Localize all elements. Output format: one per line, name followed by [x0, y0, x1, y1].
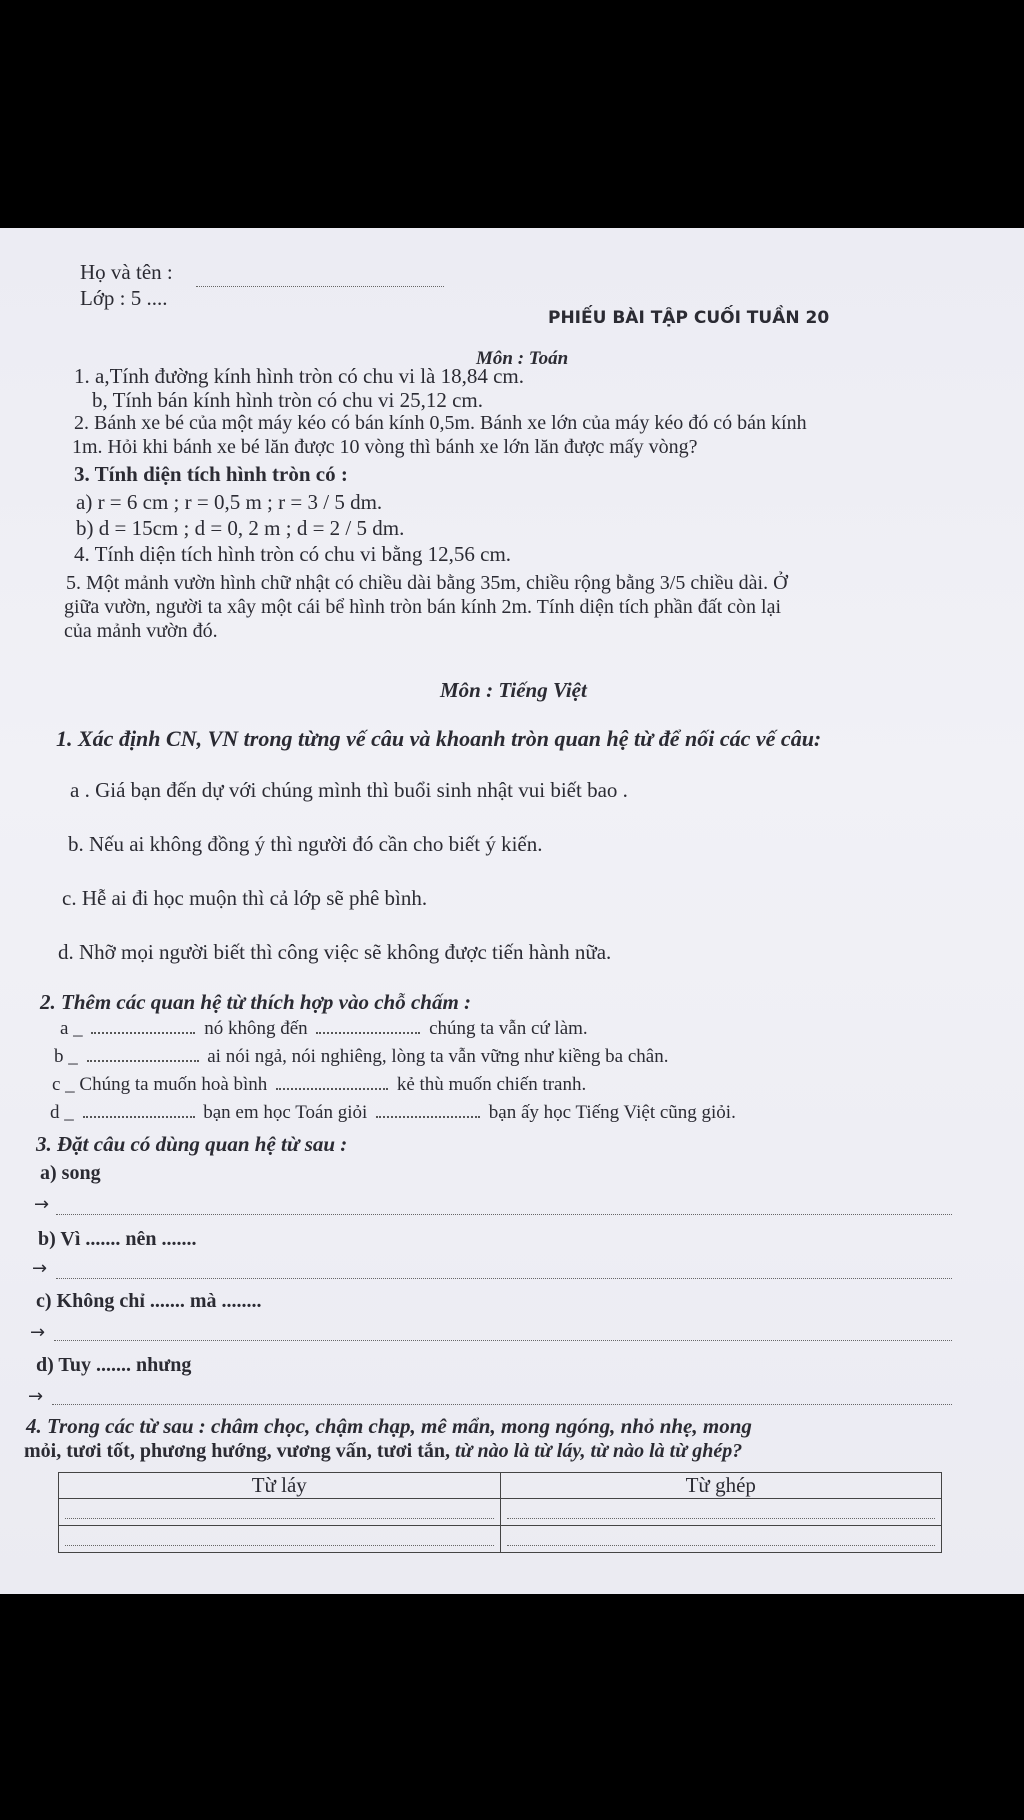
- viet-q3: 3. Đặt câu có dùng quan hệ từ sau :: [36, 1132, 348, 1156]
- table-header-tu-ghep: Từ ghép: [500, 1473, 942, 1499]
- math-heading: Môn : Toán: [476, 348, 569, 369]
- q2a-blank-2[interactable]: [316, 1018, 420, 1034]
- q3d-arrow-icon: →: [28, 1386, 44, 1407]
- viet-q1c: c. Hễ ai đi học muộn thì cả lớp sẽ phê bình.: [62, 886, 428, 910]
- word-classification-table: [58, 1472, 942, 1553]
- math-q5-line2: giữa vườn, người ta xây một cái bể hình tròn bán kính 2m. Tính diện tích phần đất còn lại: [64, 596, 782, 618]
- q3a-answer-line[interactable]: [56, 1214, 952, 1215]
- viet-q4-line2: [24, 1440, 742, 1463]
- q2b-blank-1[interactable]: [87, 1046, 199, 1062]
- q2a-blank-1[interactable]: [91, 1018, 195, 1034]
- viet-q3a: a) song: [40, 1162, 101, 1184]
- q2d-mid: bạn em học Toán giỏi: [203, 1102, 368, 1123]
- q2d-letter: d _: [50, 1102, 74, 1123]
- name-label: Họ và tên :: [80, 260, 173, 284]
- tu-lay-cell-1[interactable]: [59, 1499, 501, 1526]
- math-q2-line2: 1m. Hỏi khi bánh xe bé lăn được 10 vòng thì bánh xe lớn lăn được mấy vòng?: [72, 436, 698, 458]
- viet-q2a: [60, 1018, 588, 1040]
- q2a-mid: nó không đến: [204, 1018, 308, 1039]
- viet-q3b: b) Vì ....... nên .......: [38, 1228, 197, 1250]
- math-q3b: b) d = 15cm ; d = 0, 2 m ; d = 2 / 5 dm.: [76, 516, 405, 540]
- viet-q1b: b. Nếu ai không đồng ý thì người đó cần cho biết ý kiến.: [68, 832, 543, 856]
- q3c-arrow-icon: →: [30, 1322, 46, 1343]
- table-header-tu-lay: Từ láy: [59, 1473, 501, 1499]
- viet-q2b: [54, 1046, 668, 1068]
- q3c-answer-line[interactable]: [54, 1340, 952, 1341]
- sheet-title: PHIẾU BÀI TẬP CUỐI TUẦN 20: [548, 308, 830, 328]
- q3d-answer-line[interactable]: [52, 1404, 952, 1405]
- tu-ghep-cell-1[interactable]: [500, 1499, 942, 1526]
- q3b-arrow-icon: →: [32, 1258, 48, 1279]
- class-label: Lớp : 5 ....: [80, 286, 168, 310]
- math-q3a: a) r = 6 cm ; r = 0,5 m ; r = 3 / 5 dm.: [76, 490, 383, 514]
- viet-q1: 1. Xác định CN, VN trong từng vế câu và khoanh tròn quan hệ từ để nối các vế câu:: [56, 726, 822, 751]
- viet-q2: 2. Thêm các quan hệ từ thích hợp vào chỗ chấm :: [40, 990, 472, 1014]
- viet-heading: Môn : Tiếng Việt: [440, 678, 587, 702]
- q2b-letter: b _: [54, 1046, 78, 1067]
- q2c-start: c _ Chúng ta muốn hoà bình: [52, 1074, 268, 1095]
- q4-word-list: mỏi, tươi tốt, phương hướng, vương vấn, tươi tắn,: [24, 1440, 450, 1462]
- math-q4: 4. Tính diện tích hình tròn có chu vi bằng 12,56 cm.: [74, 542, 512, 566]
- q2d-end: bạn ấy học Tiếng Việt cũng giỏi.: [488, 1102, 736, 1123]
- q4-question: từ nào là từ láy, từ nào là từ ghép?: [450, 1440, 743, 1462]
- math-q3: 3. Tính diện tích hình tròn có :: [74, 462, 348, 486]
- q2b-end: ai nói ngả, nói nghiêng, lòng ta vẫn vững như kiềng ba chân.: [207, 1046, 669, 1067]
- q2a-end: chúng ta vẫn cứ làm.: [429, 1018, 588, 1039]
- q2d-blank-1[interactable]: [83, 1102, 195, 1118]
- q3a-arrow-icon: →: [34, 1194, 50, 1215]
- tu-ghep-cell-2[interactable]: [500, 1526, 942, 1553]
- viet-q2d: [50, 1102, 736, 1124]
- math-q5-line1: 5. Một mảnh vườn hình chữ nhật có chiều dài bằng 35m, chiều rộng bằng 3/5 chiều dài. Ở: [66, 572, 788, 594]
- tu-lay-cell-2[interactable]: [59, 1526, 501, 1553]
- q2c-blank-1[interactable]: [276, 1074, 388, 1090]
- math-q1a: 1. a,Tính đường kính hình tròn có chu vi là 18,84 cm.: [74, 364, 525, 388]
- viet-q3c: c) Không chỉ ....... mà ........: [36, 1290, 262, 1312]
- q3b-answer-line[interactable]: [56, 1278, 952, 1279]
- q2c-end: kẻ thù muốn chiến tranh.: [396, 1074, 587, 1095]
- q2a-letter: a _: [60, 1018, 83, 1039]
- math-q1b: b, Tính bán kính hình tròn có chu vi 25,12 cm.: [92, 388, 483, 412]
- worksheet-paper: [0, 228, 1024, 1594]
- name-blank-line: [196, 286, 444, 287]
- viet-q1a: a . Giá bạn đến dự với chúng mình thì buổi sinh nhật vui biết bao .: [70, 778, 628, 802]
- math-q5-line3: của mảnh vườn đó.: [64, 620, 218, 642]
- viet-q1d: d. Nhỡ mọi người biết thì công việc sẽ không được tiến hành nữa.: [58, 940, 612, 964]
- viet-q3d: d) Tuy ....... nhưng: [36, 1354, 192, 1376]
- q2d-blank-2[interactable]: [376, 1102, 480, 1118]
- viet-q2c: [52, 1074, 586, 1096]
- viet-q4-line1: 4. Trong các từ sau : châm chọc, chậm chạp, mê mẩn, mong ngóng, nhỏ nhẹ, mong: [26, 1414, 752, 1438]
- math-q2-line1: 2. Bánh xe bé của một máy kéo có bán kính 0,5m. Bánh xe lớn của máy kéo đó có bán kính: [74, 412, 807, 434]
